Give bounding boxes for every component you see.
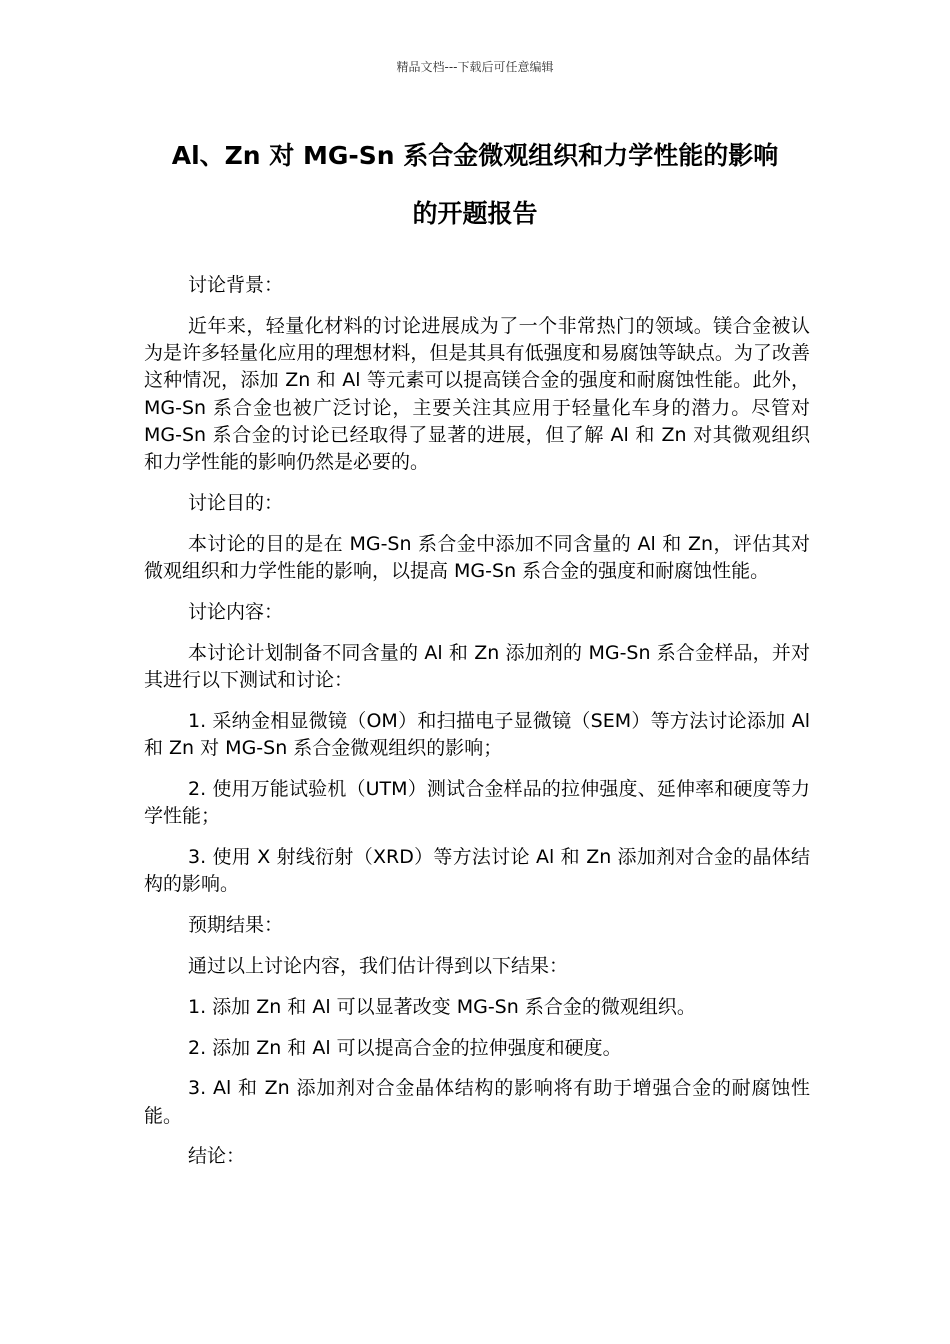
document-body bbox=[144, 272, 810, 1184]
list-item-result-2: 2. 添加 Zn 和 Al 可以提高合金的拉伸强度和硬度。 bbox=[188, 1036, 622, 1059]
list-item-content-2: 2. 使用万能试验机（UTM）测试合金样品的拉伸强度、延伸率和硬度等力学性能； bbox=[144, 777, 810, 828]
list-item-result-3: 3. Al 和 Zn 添加剂对合金晶体结构的影响将有助于增强合金的耐腐蚀性能。 bbox=[144, 1077, 810, 1127]
heading-background: 讨论背景： bbox=[188, 274, 284, 296]
paragraph-content: 本讨论计划制备不同含量的 Al 和 Zn 添加剂的 MG-Sn 系合金样品，并对其进行以下测试和讨论： bbox=[144, 641, 810, 692]
paragraph-purpose: 本讨论的目的是在 MG-Sn 系合金中添加不同含量的 Al 和 Zn，评估其对微观组织和力学性能的影响，以提高 MG-Sn 系合金的强度和耐腐蚀性能。 bbox=[144, 532, 810, 583]
list-item-result-1: 1. 添加 Zn 和 Al 可以显著改变 MG-Sn 系合金的微观组织。 bbox=[188, 995, 696, 1018]
header-note: 精品文档---下载后可任意编辑 bbox=[396, 60, 554, 74]
heading-conclusion: 结论： bbox=[188, 1145, 246, 1168]
heading-expected-results: 预期结果： bbox=[188, 914, 284, 937]
paragraph-background: 近年来，轻量化材料的讨论进展成为了一个非常热门的领域。镁合金被认为是许多轻量化应用的理想材料，但是其具有低强度和易腐蚀等缺点。为了改善这种情况，添加 Zn 和 Al 等元素可以提高镁合金的强度和耐腐蚀性能。此外，MG-Sn 系合金也被广泛讨论，主要关注其应用于轻量化车身的潜力。尽管对 MG-Sn 系合金的讨论已经取得了显著的进展，但了解 Al 和 Zn 对其微观组织和力学性能的影响仍然是必要的。 bbox=[144, 314, 810, 474]
document-title-line-1: Al、Zn 对 MG-Sn 系合金微观组织和力学性能的影响 bbox=[171, 141, 779, 170]
paragraph-expected-results: 通过以上讨论内容，我们估计得到以下结果： bbox=[188, 954, 569, 977]
heading-content: 讨论内容： bbox=[188, 600, 284, 623]
list-item-content-3: 3. 使用 X 射线衍射（XRD）等方法讨论 Al 和 Zn 添加剂对合金的晶体结构的影响。 bbox=[144, 846, 810, 896]
list-item-content-1: 1. 采纳金相显微镜（OM）和扫描电子显微镜（SEM）等方法讨论添加 Al 和 Zn 对 MG-Sn 系合金微观组织的影响； bbox=[144, 709, 810, 760]
document-title-line-2: 的开题报告 bbox=[412, 199, 538, 228]
heading-purpose: 讨论目的： bbox=[188, 492, 284, 515]
